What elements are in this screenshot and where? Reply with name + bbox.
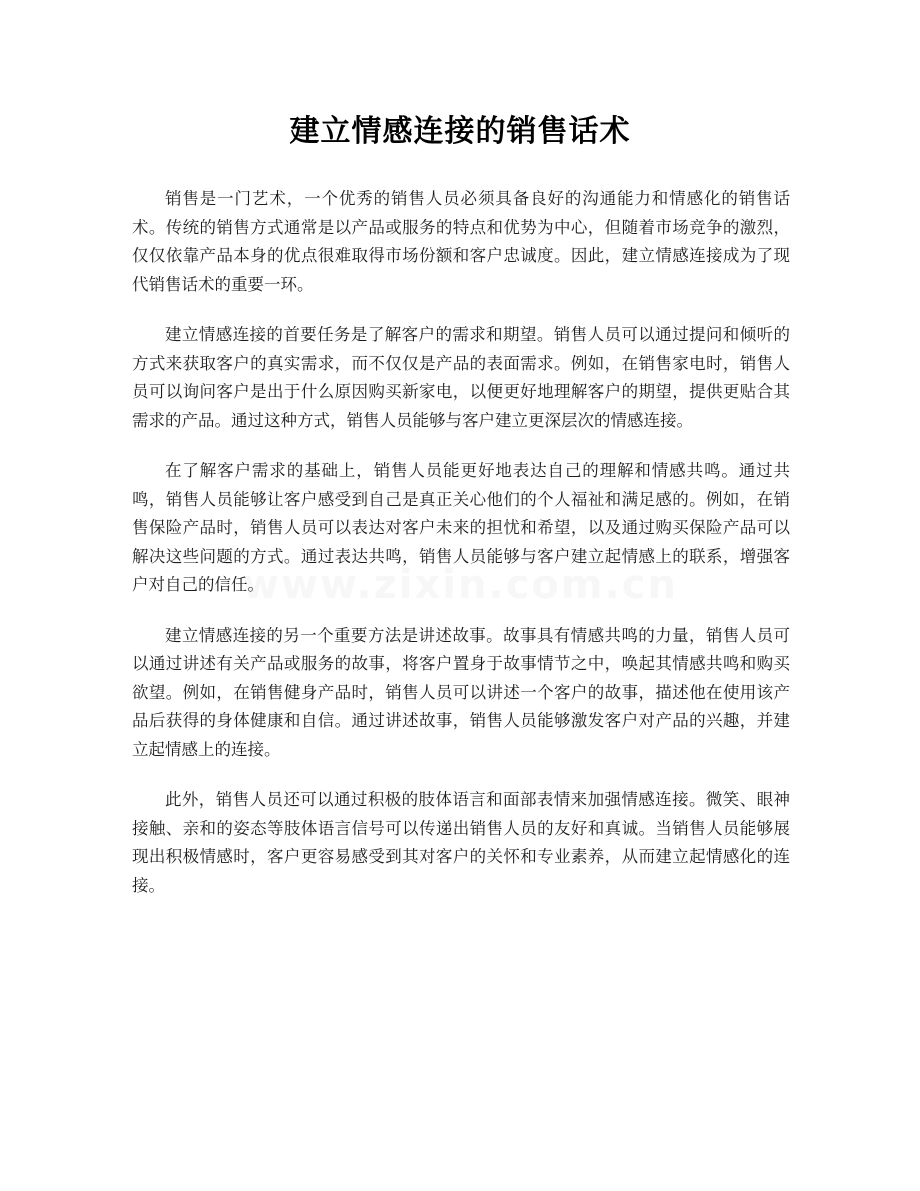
document-title: 建立情感连接的销售话术 xyxy=(289,114,631,149)
paragraph-2: 建立情感连接的首要任务是了解客户的需求和期望。销售人员可以通过提问和倾听的方式来获取客户的真实需求，而不仅仅是产品的表面需求。例如，在销售家电时，销售人员可以询问客户是出于什么原因购买新家电，以便更好地理解客户的期望，提供更贴合其需求的产品。通过这种方式，销售人员能够与客户建立更深层次的情感连接。 xyxy=(132,325,790,430)
watermark: www.zixin.com.cn xyxy=(242,562,678,608)
paragraph-5: 此外，销售人员还可以通过积极的肢体语言和面部表情来加强情感连接。微笑、眼神接触、亲和的姿态等肢体语言信号可以传递出销售人员的友好和真诚。当销售人员能够展现出积极情感时，客户更容易感受到其对客户的关怀和专业素养，从而建立起情感化的连接。 xyxy=(132,790,790,895)
paragraph-1: 销售是一门艺术，一个优秀的销售人员必须具备良好的沟通能力和情感化的销售话术。传统的销售方式通常是以产品或服务的特点和优势为中心，但随着市场竞争的激烈，仅仅依靠产品本身的优点很难取得市场份额和客户忠诚度。因此，建立情感连接成为了现代销售话术的重要一环。 xyxy=(132,189,790,294)
document-body xyxy=(132,185,790,922)
paragraph-4: 建立情感连接的另一个重要方法是讲述故事。故事具有情感共鸣的力量，销售人员可以通过讲述有关产品或服务的故事，将客户置身于故事情节之中，唤起其情感共鸣和购买欲望。例如，在销售健身产品时，销售人员可以讲述一个客户的故事，描述他在使用该产品后获得的身体健康和自信。通过讲述故事，销售人员能够激发客户对产品的兴趣，并建立起情感上的连接。 xyxy=(132,625,790,759)
paragraph-3: 在了解客户需求的基础上，销售人员能更好地表达自己的理解和情感共鸣。通过共鸣，销售人员能够让客户感受到自己是真正关心他们的个人福祉和满足感的。例如，在销售保险产品时，销售人员可以表达对客户未来的担忧和希望，以及通过购买保险产品可以解决这些问题的方式。通过表达共鸣，销售人员能够与客户建立起情感上的联系，增强客户对自己的信任。 xyxy=(132,461,790,594)
